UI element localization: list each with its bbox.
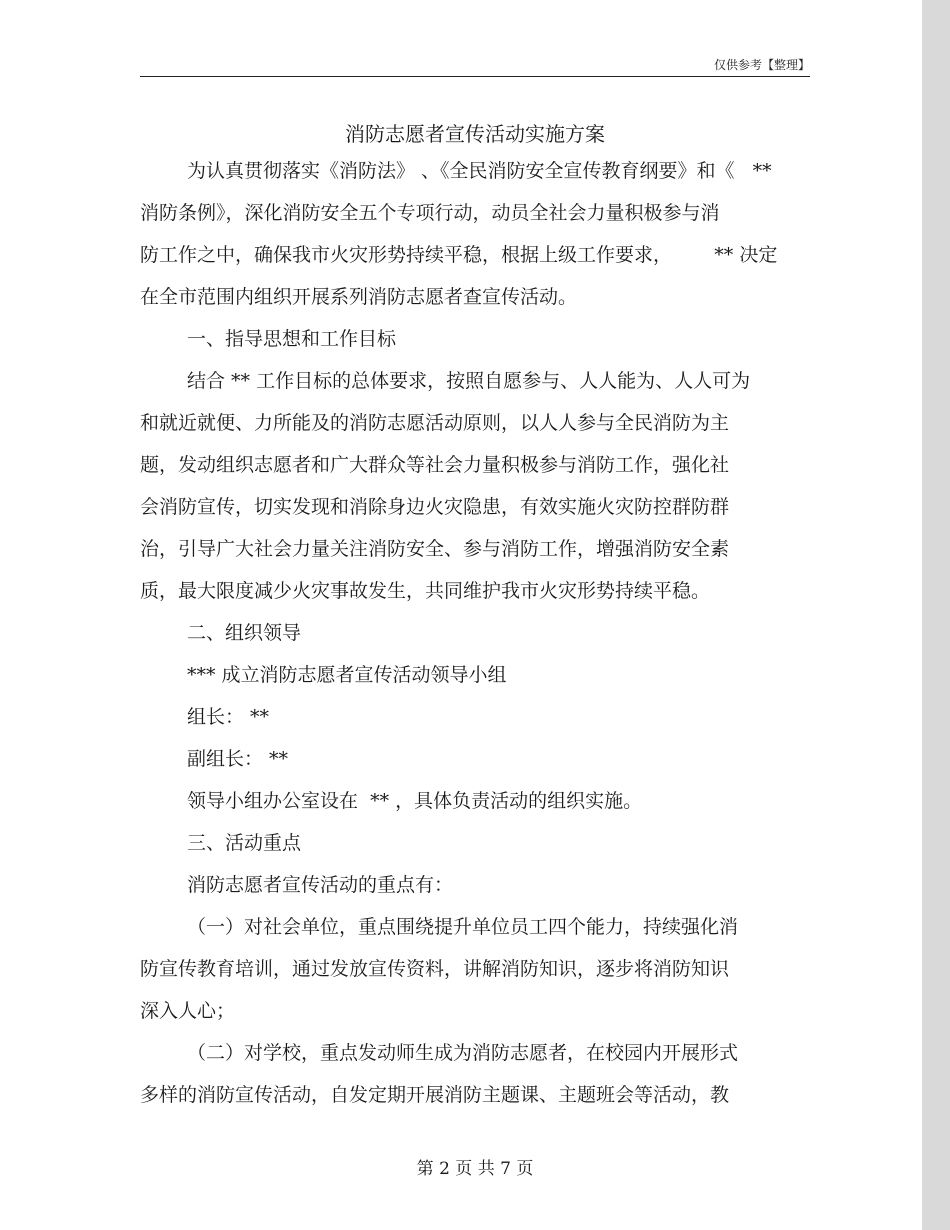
body-line: （一）对社会单位，重点围绕提升单位员工四个能力，持续强化消 bbox=[187, 916, 739, 938]
body-line: 题，发动组织志愿者和广大群众等社会力量积极参与消防工作，强化社 bbox=[140, 454, 730, 476]
document-title: 消防志愿者宣传活动实施方案 bbox=[345, 122, 605, 146]
body-line: 会消防宣传，切实发现和消除身边火灾隐患，有效实施火灾防控群防群 bbox=[140, 496, 730, 518]
body-line: 二、组织领导 bbox=[187, 622, 302, 644]
document-body bbox=[140, 150, 810, 1116]
body-line: 多样的消防宣传活动，自发定期开展消防主题课、主题班会等活动，教 bbox=[140, 1084, 730, 1106]
body-line: 防工作之中，确保我市火灾形势持续平稳，根据上级工作要求， ** 决定 bbox=[140, 244, 778, 266]
body-line: 防宣传教育培训，通过发放宣传资料，讲解消防知识，逐步将消防知识 bbox=[140, 958, 730, 980]
body-line: 领导小组办公室设在 ** ，具体负责活动的组织实施。 bbox=[187, 790, 643, 812]
body-line: 三、活动重点 bbox=[187, 832, 302, 854]
body-line: 为认真贯彻落实《消防法》 、《全民消防安全宣传教育纲要》和《 ** bbox=[187, 160, 772, 182]
body-line: 治，引导广大社会力量关注消防安全、参与消防工作，增强消防安全素 bbox=[140, 538, 730, 560]
body-line: 一、指导思想和工作目标 bbox=[187, 328, 397, 350]
body-line: 在全市范围内组织开展系列消防志愿者查宣传活动。 bbox=[140, 286, 578, 308]
body-line: 深入人心； bbox=[140, 1000, 236, 1022]
body-line: （二）对学校，重点发动师生成为消防志愿者，在校园内开展形式 bbox=[187, 1042, 739, 1064]
body-line: 副组长： ** bbox=[187, 748, 289, 770]
body-line: 消防志愿者宣传活动的重点有： bbox=[187, 874, 454, 896]
body-line: 组长： ** bbox=[187, 706, 270, 728]
body-line: *** 成立消防志愿者宣传活动领导小组 bbox=[187, 664, 507, 686]
header-note: 仅供参考【整理】 bbox=[713, 58, 810, 72]
page-footer: 第 2 页 共 7 页 bbox=[416, 1159, 534, 1179]
body-line: 消防条例》，深化消防安全五个专项行动，动员全社会力量积极参与消 bbox=[140, 202, 720, 224]
body-line: 和就近就便、力所能及的消防志愿活动原则，以人人参与全民消防为主 bbox=[140, 412, 730, 434]
body-line: 结合 ** 工作目标的总体要求，按照自愿参与、人人能为、人人可为 bbox=[187, 370, 751, 392]
body-line: 质，最大限度减少火灾事故发生，共同维护我市火灾形势持续平稳。 bbox=[140, 580, 711, 602]
header-rule bbox=[140, 76, 810, 77]
